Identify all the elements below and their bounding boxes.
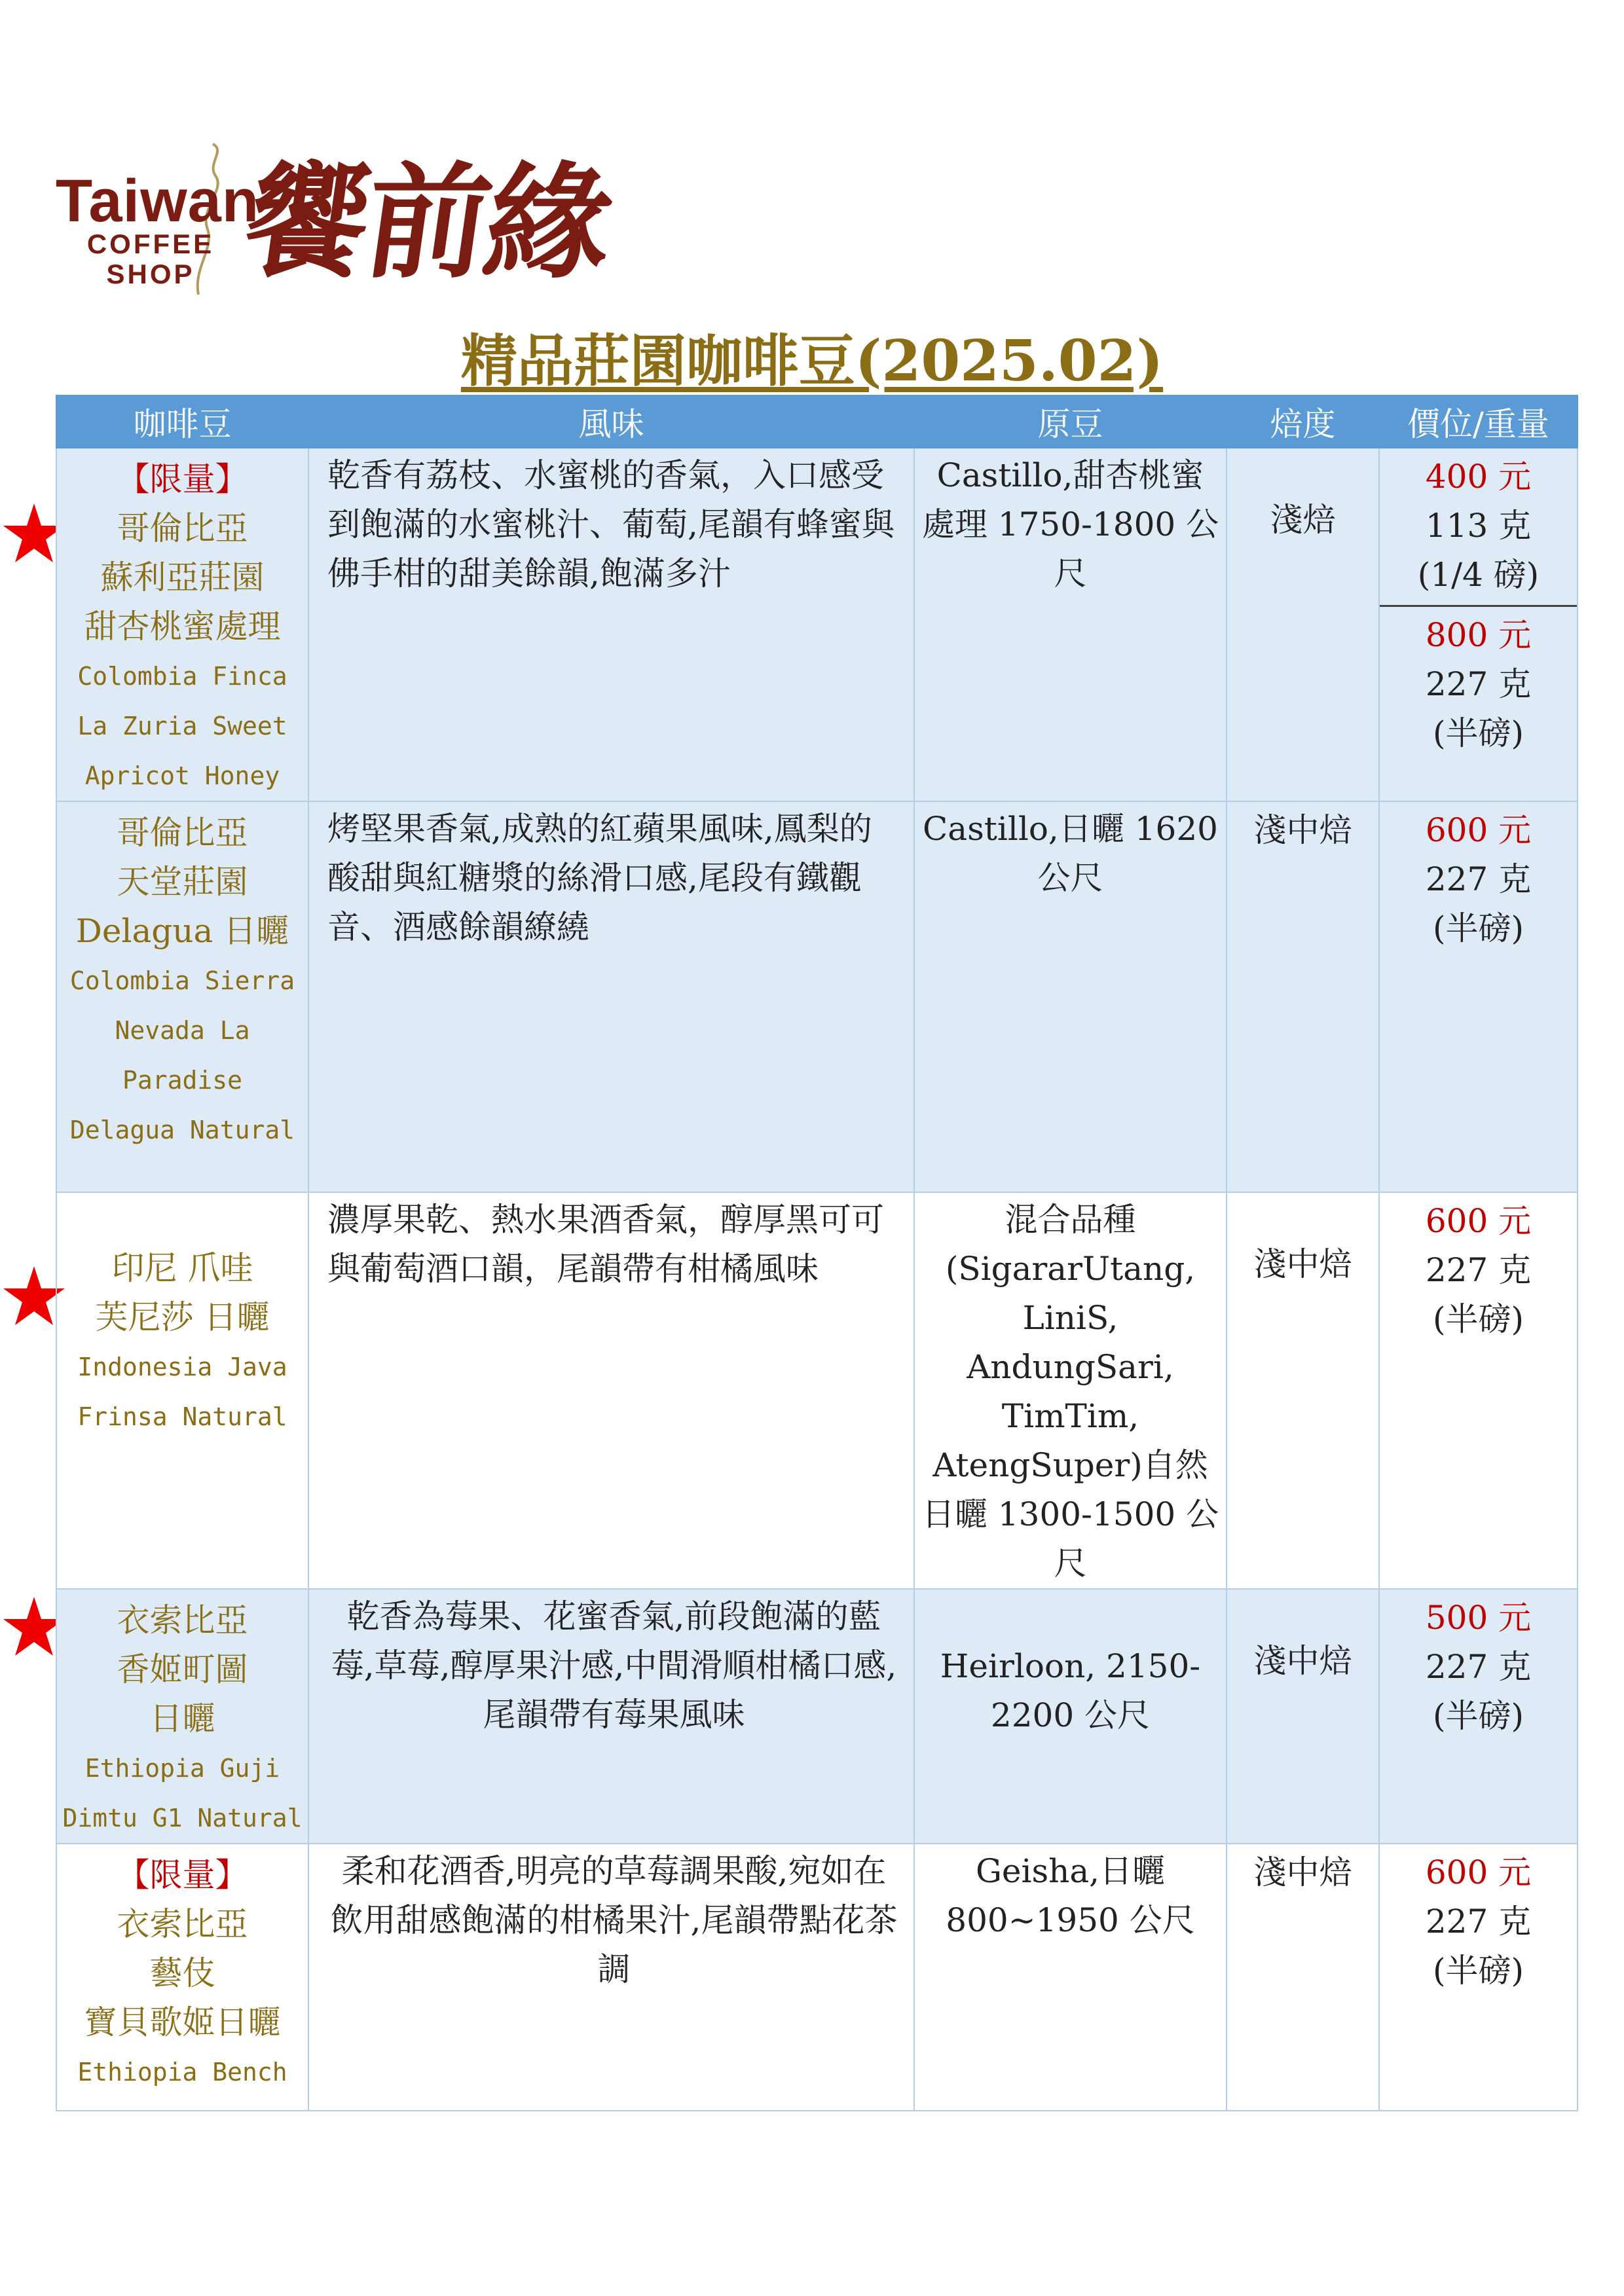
price-divider [1380, 605, 1577, 607]
origin-cell: Castillo,日曬 1620 公尺 [914, 801, 1227, 1192]
brand-latin-line1: Taiwan [56, 168, 260, 234]
price-weight: 227 克 [1425, 1251, 1532, 1289]
bean-name-cn: 藝伎 [149, 1954, 215, 1992]
flavor-cell: 乾香有荔枝、水蜜桃的香氣，入口感受到飽滿的水蜜桃汁、葡萄,尾韻有蜂蜜與佛手柑的甜美餘韻,飽滿多汁 [308, 448, 914, 801]
limited-badge: 【限量】 [117, 1856, 248, 1894]
bean-name-cell [56, 1192, 308, 1589]
table-row [56, 1589, 1578, 1844]
header-bean: 咖啡豆 [56, 395, 308, 448]
origin-cell: 混合品種(SigararUtang, LiniS, AndungSari, TimTim, AtengSuper)自然日曬 1300-1500 公尺 [914, 1192, 1227, 1589]
bean-name-cn: 衣索比亞 [117, 1601, 248, 1639]
price-amount: 600 元 [1425, 1853, 1532, 1891]
bean-name-cn: 甜杏桃蜜處理 [84, 608, 281, 646]
bean-name-en: Ethiopia Bench [77, 2058, 287, 2086]
bean-name-en: Colombia Finca [77, 662, 287, 691]
price-unit: (半磅) [1432, 1697, 1524, 1735]
price-amount: 600 元 [1425, 811, 1532, 849]
table-row [56, 448, 1578, 801]
bean-name-en: Indonesia Java [77, 1353, 287, 1381]
bean-name-cn: 香姬町圖 [117, 1650, 248, 1688]
price-amount: 500 元 [1425, 1599, 1532, 1637]
brand-latin [56, 168, 260, 289]
price-unit: (半磅) [1432, 909, 1524, 947]
header-origin: 原豆 [914, 395, 1227, 448]
bean-name-cn: 日曬 [149, 1700, 215, 1738]
origin-cell: Geisha,日曬 800~1950 公尺 [914, 1844, 1227, 2111]
price-cell [1379, 801, 1578, 1192]
bean-name-cell [56, 448, 308, 801]
bean-name-cell [56, 801, 308, 1192]
price-unit: (半磅) [1432, 1952, 1524, 1990]
bean-name-en: Ethiopia Guji [84, 1754, 280, 1783]
price-amount: 800 元 [1425, 616, 1532, 654]
price-weight: 227 克 [1425, 1903, 1532, 1941]
price-cell [1379, 1192, 1578, 1589]
bean-name-cn: 天堂莊園 [117, 863, 248, 901]
roast-cell: 淺中焙 [1227, 1589, 1379, 1844]
limited-badge: 【限量】 [117, 460, 248, 498]
origin-cell: Castillo,甜杏桃蜜處理 1750-1800 公尺 [914, 448, 1227, 801]
bean-name-cell [56, 1844, 308, 2111]
bean-name-en: Apricot Honey [84, 761, 280, 790]
flavor-cell: 濃厚果乾、熱水果酒香氣，醇厚黑可可與葡萄酒口韻，尾韻帶有柑橘風味 [308, 1192, 914, 1589]
bean-name-cn: 哥倫比亞 [117, 814, 248, 852]
price-unit: (1/4 磅) [1417, 556, 1540, 594]
header-flavor: 風味 [308, 395, 914, 448]
price-weight: 113 克 [1425, 507, 1532, 545]
bean-name-cell [56, 1589, 308, 1844]
bean-name-cn: 蘇利亞莊園 [100, 558, 265, 596]
bean-name-en: Frinsa Natural [77, 1402, 287, 1431]
roast-cell: 淺中焙 [1227, 1844, 1379, 2111]
price-amount: 600 元 [1425, 1202, 1532, 1240]
flavor-cell: 柔和花酒香,明亮的草莓調果酸,宛如在飲用甜感飽滿的柑橘果汁,尾韻帶點花茶調 [308, 1844, 914, 2111]
price-cell [1379, 1844, 1578, 2111]
roast-cell: 淺中焙 [1227, 1192, 1379, 1589]
flavor-cell: 乾香為莓果、花蜜香氣,前段飽滿的藍莓,草莓,醇厚果汁感,中間滑順柑橘口感,尾韻帶有莓果風味 [308, 1589, 914, 1844]
price-unit: (半磅) [1432, 1300, 1524, 1338]
brand-latin-line2: COFFEE [86, 228, 215, 259]
bean-name-cn: Delagua 日曬 [75, 912, 289, 950]
brand-logo [56, 137, 645, 308]
price-weight: 227 克 [1425, 1648, 1532, 1686]
bean-name-en: La Zuria Sweet [77, 712, 287, 740]
roast-cell: 淺中焙 [1227, 801, 1379, 1192]
bean-name-cn: 寶貝歌姬日曬 [84, 2003, 281, 2041]
price-cell [1379, 1589, 1578, 1844]
table-row [56, 1192, 1578, 1589]
table-row [56, 801, 1578, 1192]
price-weight: 227 克 [1425, 860, 1532, 898]
bean-name-en: Nevada La [115, 1016, 250, 1045]
price-weight: 227 克 [1425, 665, 1532, 703]
bean-name-cn: 印尼 爪哇 [111, 1249, 253, 1287]
table-row [56, 1844, 1578, 2111]
brand-name: 饗前緣 [235, 149, 618, 295]
bean-name-en: Dimtu G1 Natural [62, 1804, 303, 1832]
brand-latin-line3: SHOP [106, 259, 195, 289]
bean-name-cn: 哥倫比亞 [117, 509, 248, 547]
bean-name-cn: 芙尼莎 日曬 [95, 1298, 270, 1336]
page-title: 精品莊園咖啡豆(2025.02) [460, 328, 1164, 394]
header-roast: 焙度 [1227, 395, 1379, 448]
flavor-cell: 烤堅果香氣,成熟的紅蘋果風味,鳳梨的酸甜與紅糖漿的絲滑口感,尾段有鐵觀音、酒感餘韻繚繞 [308, 801, 914, 1192]
table-header-row [56, 395, 1578, 448]
bean-name-en: Colombia Sierra [69, 966, 295, 995]
coffee-menu-table [56, 395, 1578, 2111]
bean-name-en: Paradise [122, 1066, 243, 1095]
price-cell [1379, 448, 1578, 801]
header-price: 價位/重量 [1379, 395, 1578, 448]
origin-cell: Heirloon, 2150-2200 公尺 [914, 1589, 1227, 1844]
price-amount: 400 元 [1425, 458, 1532, 496]
roast-cell: 淺焙 [1227, 448, 1379, 801]
bean-name-cn: 衣索比亞 [117, 1905, 248, 1943]
price-unit: (半磅) [1432, 714, 1524, 752]
bean-name-en: Delagua Natural [69, 1116, 295, 1144]
